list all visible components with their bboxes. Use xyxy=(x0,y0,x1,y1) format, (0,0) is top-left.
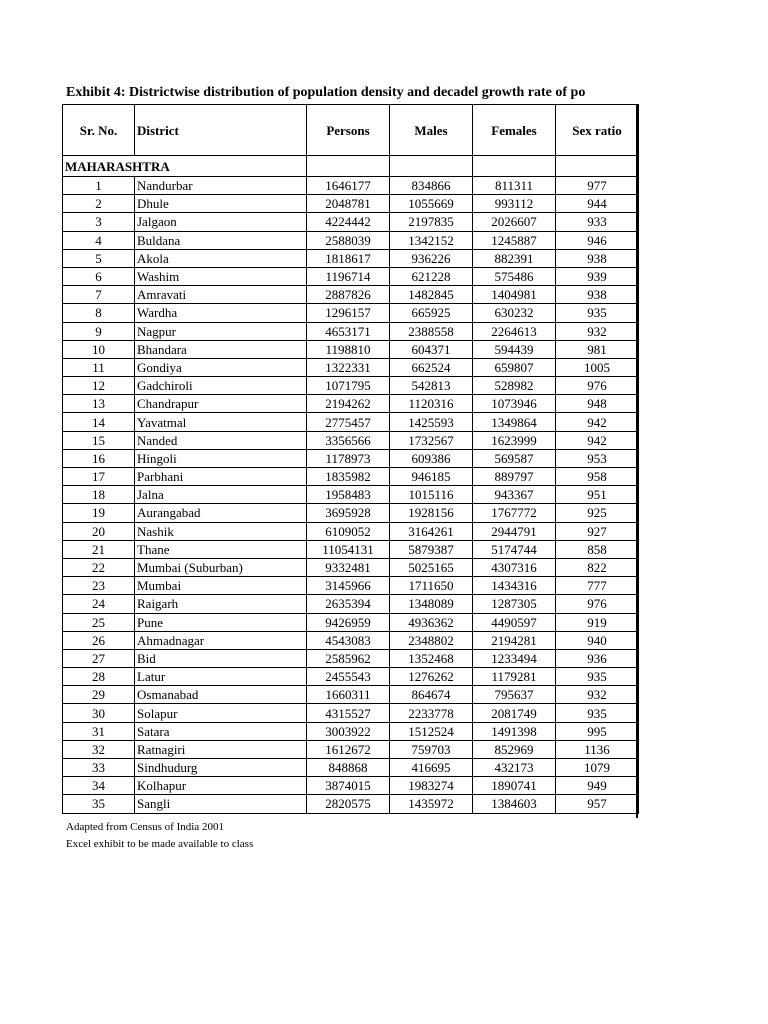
cell-district: Chandrapur xyxy=(135,395,307,413)
table-row xyxy=(63,195,639,213)
cell-males: 5879387 xyxy=(390,540,473,558)
cell-district: Bhandara xyxy=(135,340,307,358)
table-row xyxy=(63,358,639,376)
cell-persons: 1178973 xyxy=(307,449,390,467)
cell-females: 5174744 xyxy=(473,540,556,558)
header-males: Males xyxy=(390,105,473,156)
cell-district: Ahmadnagar xyxy=(135,631,307,649)
cell-sex-ratio: 822 xyxy=(556,558,639,576)
header-district: District xyxy=(135,105,307,156)
cell-females: 569587 xyxy=(473,449,556,467)
cell-district: Gondiya xyxy=(135,358,307,376)
cell-sex-ratio: 777 xyxy=(556,577,639,595)
cell-males: 946185 xyxy=(390,468,473,486)
cell-srno: 31 xyxy=(63,722,135,740)
cell-females: 889797 xyxy=(473,468,556,486)
table-row xyxy=(63,722,639,740)
cell-males: 2388558 xyxy=(390,322,473,340)
cell-males: 1352468 xyxy=(390,649,473,667)
cell-males: 3164261 xyxy=(390,522,473,540)
cell-srno: 15 xyxy=(63,431,135,449)
cell-males: 1732567 xyxy=(390,431,473,449)
cell-persons: 1646177 xyxy=(307,177,390,195)
cell-persons: 1071795 xyxy=(307,377,390,395)
cell-district: Raigarh xyxy=(135,595,307,613)
cell-sex-ratio: 977 xyxy=(556,177,639,195)
exhibit-title: Exhibit 4: Districtwise distribution of population density and decadel growth rate of po xyxy=(66,85,586,100)
cell-srno: 32 xyxy=(63,740,135,758)
cell-females: 811311 xyxy=(473,177,556,195)
cell-sex-ratio: 933 xyxy=(556,213,639,231)
cell-srno: 27 xyxy=(63,649,135,667)
state-row xyxy=(63,156,639,177)
cell-persons: 3003922 xyxy=(307,722,390,740)
cell-males: 936226 xyxy=(390,249,473,267)
cell-males: 1425593 xyxy=(390,413,473,431)
cell-females: 1404981 xyxy=(473,286,556,304)
cell-persons: 1818617 xyxy=(307,249,390,267)
footnote-source: Adapted from Census of India 2001 xyxy=(66,821,224,833)
cell-females: 1233494 xyxy=(473,649,556,667)
cell-district: Mumbai (Suburban) xyxy=(135,558,307,576)
cell-srno: 26 xyxy=(63,631,135,649)
cell-males: 1512524 xyxy=(390,722,473,740)
table-row xyxy=(63,759,639,777)
cell-persons: 6109052 xyxy=(307,522,390,540)
cell-sex-ratio: 976 xyxy=(556,595,639,613)
cell-sex-ratio: 951 xyxy=(556,486,639,504)
cell-females: 528982 xyxy=(473,377,556,395)
cell-district: Wardha xyxy=(135,304,307,322)
cell-sex-ratio: 938 xyxy=(556,249,639,267)
table-right-border xyxy=(636,104,638,818)
table-row xyxy=(63,449,639,467)
cell-males: 4936362 xyxy=(390,613,473,631)
cell-persons: 4315527 xyxy=(307,704,390,722)
cell-persons: 1835982 xyxy=(307,468,390,486)
cell-females: 4307316 xyxy=(473,558,556,576)
cell-srno: 2 xyxy=(63,195,135,213)
cell-males: 1276262 xyxy=(390,668,473,686)
header-srno: Sr. No. xyxy=(63,105,135,156)
cell-males: 1120316 xyxy=(390,395,473,413)
cell-females: 2264613 xyxy=(473,322,556,340)
cell-district: Jalgaon xyxy=(135,213,307,231)
table-row xyxy=(63,704,639,722)
cell-district: Nagpur xyxy=(135,322,307,340)
cell-females: 1623999 xyxy=(473,431,556,449)
cell-persons: 3356566 xyxy=(307,431,390,449)
cell-srno: 23 xyxy=(63,577,135,595)
table-row xyxy=(63,486,639,504)
cell-persons: 2588039 xyxy=(307,231,390,249)
cell-district: Satara xyxy=(135,722,307,740)
cell-district: Ratnagiri xyxy=(135,740,307,758)
cell-persons: 3695928 xyxy=(307,504,390,522)
cell-sex-ratio: 1005 xyxy=(556,358,639,376)
cell-females: 575486 xyxy=(473,267,556,285)
cell-females: 432173 xyxy=(473,759,556,777)
cell-females: 1434316 xyxy=(473,577,556,595)
cell-persons: 2635394 xyxy=(307,595,390,613)
cell-males: 2348802 xyxy=(390,631,473,649)
cell-females: 1245887 xyxy=(473,231,556,249)
table-row xyxy=(63,213,639,231)
cell-persons: 2048781 xyxy=(307,195,390,213)
cell-district: Aurangabad xyxy=(135,504,307,522)
cell-sex-ratio: 919 xyxy=(556,613,639,631)
footnote-excel: Excel exhibit to be made available to class xyxy=(66,838,254,850)
cell-females: 659807 xyxy=(473,358,556,376)
cell-sex-ratio: 936 xyxy=(556,649,639,667)
cell-females: 1890741 xyxy=(473,777,556,795)
cell-females: 1179281 xyxy=(473,668,556,686)
cell-persons: 2455543 xyxy=(307,668,390,686)
cell-persons: 2194262 xyxy=(307,395,390,413)
cell-sex-ratio: 935 xyxy=(556,704,639,722)
cell-males: 1711650 xyxy=(390,577,473,595)
cell-srno: 33 xyxy=(63,759,135,777)
cell-srno: 10 xyxy=(63,340,135,358)
table-row xyxy=(63,686,639,704)
cell-sex-ratio: 948 xyxy=(556,395,639,413)
table-row xyxy=(63,504,639,522)
cell-persons: 4543083 xyxy=(307,631,390,649)
cell-srno: 17 xyxy=(63,468,135,486)
cell-srno: 8 xyxy=(63,304,135,322)
cell-males: 662524 xyxy=(390,358,473,376)
cell-district: Thane xyxy=(135,540,307,558)
cell-srno: 18 xyxy=(63,486,135,504)
cell-females: 2026607 xyxy=(473,213,556,231)
cell-srno: 13 xyxy=(63,395,135,413)
header-females: Females xyxy=(473,105,556,156)
cell-district: Nanded xyxy=(135,431,307,449)
cell-females: 1384603 xyxy=(473,795,556,813)
cell-males: 542813 xyxy=(390,377,473,395)
cell-sex-ratio: 927 xyxy=(556,522,639,540)
cell-srno: 1 xyxy=(63,177,135,195)
cell-persons: 2820575 xyxy=(307,795,390,813)
cell-males: 1983274 xyxy=(390,777,473,795)
cell-srno: 4 xyxy=(63,231,135,249)
cell-persons: 2775457 xyxy=(307,413,390,431)
cell-females: 2194281 xyxy=(473,631,556,649)
table-row xyxy=(63,286,639,304)
cell-females: 1767772 xyxy=(473,504,556,522)
cell-persons: 11054131 xyxy=(307,540,390,558)
table-row xyxy=(63,431,639,449)
table-row xyxy=(63,231,639,249)
cell-females: 852969 xyxy=(473,740,556,758)
cell-district: Hingoli xyxy=(135,449,307,467)
cell-srno: 9 xyxy=(63,322,135,340)
cell-sex-ratio: 976 xyxy=(556,377,639,395)
cell-sex-ratio: 940 xyxy=(556,631,639,649)
cell-males: 604371 xyxy=(390,340,473,358)
cell-district: Pune xyxy=(135,613,307,631)
cell-sex-ratio: 932 xyxy=(556,686,639,704)
cell-district: Dhule xyxy=(135,195,307,213)
cell-sex-ratio: 858 xyxy=(556,540,639,558)
cell-district: Sindhudurg xyxy=(135,759,307,777)
cell-persons: 1198810 xyxy=(307,340,390,358)
cell-males: 5025165 xyxy=(390,558,473,576)
cell-persons: 1612672 xyxy=(307,740,390,758)
cell-males: 1348089 xyxy=(390,595,473,613)
cell-sex-ratio: 942 xyxy=(556,413,639,431)
cell-srno: 29 xyxy=(63,686,135,704)
cell-females: 2944791 xyxy=(473,522,556,540)
cell-district: Kolhapur xyxy=(135,777,307,795)
cell-district: Latur xyxy=(135,668,307,686)
cell-district: Nashik xyxy=(135,522,307,540)
table-row xyxy=(63,577,639,595)
cell-persons: 2585962 xyxy=(307,649,390,667)
cell-persons: 1196714 xyxy=(307,267,390,285)
cell-males: 1435972 xyxy=(390,795,473,813)
cell-females: 1349864 xyxy=(473,413,556,431)
cell-persons: 9332481 xyxy=(307,558,390,576)
cell-srno: 25 xyxy=(63,613,135,631)
cell-district: Sangli xyxy=(135,795,307,813)
cell-district: Yavatmal xyxy=(135,413,307,431)
table-row xyxy=(63,395,639,413)
cell-males: 834866 xyxy=(390,177,473,195)
header-row xyxy=(63,105,639,156)
cell-sex-ratio: 958 xyxy=(556,468,639,486)
state-name: MAHARASHTRA xyxy=(63,156,307,177)
cell-persons: 1322331 xyxy=(307,358,390,376)
table-row xyxy=(63,595,639,613)
cell-males: 759703 xyxy=(390,740,473,758)
cell-srno: 34 xyxy=(63,777,135,795)
cell-females: 1073946 xyxy=(473,395,556,413)
cell-persons: 9426959 xyxy=(307,613,390,631)
table-row xyxy=(63,177,639,195)
cell-females: 594439 xyxy=(473,340,556,358)
cell-females: 882391 xyxy=(473,249,556,267)
cell-district: Parbhani xyxy=(135,468,307,486)
table-row xyxy=(63,413,639,431)
table-row xyxy=(63,649,639,667)
table-row xyxy=(63,668,639,686)
table-row xyxy=(63,613,639,631)
cell-males: 1482845 xyxy=(390,286,473,304)
table-row xyxy=(63,249,639,267)
cell-district: Jalna xyxy=(135,486,307,504)
cell-district: Washim xyxy=(135,267,307,285)
cell-sex-ratio: 932 xyxy=(556,322,639,340)
cell-persons: 3874015 xyxy=(307,777,390,795)
cell-males: 864674 xyxy=(390,686,473,704)
table-row xyxy=(63,267,639,285)
cell-sex-ratio: 1079 xyxy=(556,759,639,777)
cell-district: Amravati xyxy=(135,286,307,304)
cell-srno: 21 xyxy=(63,540,135,558)
cell-srno: 3 xyxy=(63,213,135,231)
cell-persons: 1660311 xyxy=(307,686,390,704)
cell-sex-ratio: 925 xyxy=(556,504,639,522)
cell-srno: 20 xyxy=(63,522,135,540)
cell-males: 609386 xyxy=(390,449,473,467)
cell-srno: 16 xyxy=(63,449,135,467)
cell-srno: 19 xyxy=(63,504,135,522)
table-row xyxy=(63,740,639,758)
cell-sex-ratio: 949 xyxy=(556,777,639,795)
cell-persons: 1296157 xyxy=(307,304,390,322)
cell-sex-ratio: 942 xyxy=(556,431,639,449)
cell-males: 621228 xyxy=(390,267,473,285)
cell-males: 1928156 xyxy=(390,504,473,522)
cell-district: Osmanabad xyxy=(135,686,307,704)
cell-persons: 1958483 xyxy=(307,486,390,504)
cell-sex-ratio: 953 xyxy=(556,449,639,467)
cell-males: 1055669 xyxy=(390,195,473,213)
table-row xyxy=(63,322,639,340)
cell-sex-ratio: 995 xyxy=(556,722,639,740)
cell-persons: 848868 xyxy=(307,759,390,777)
table-row xyxy=(63,558,639,576)
cell-females: 993112 xyxy=(473,195,556,213)
cell-srno: 30 xyxy=(63,704,135,722)
cell-district: Bid xyxy=(135,649,307,667)
cell-females: 2081749 xyxy=(473,704,556,722)
cell-females: 943367 xyxy=(473,486,556,504)
cell-sex-ratio: 957 xyxy=(556,795,639,813)
cell-district: Nandurbar xyxy=(135,177,307,195)
cell-persons: 2887826 xyxy=(307,286,390,304)
cell-sex-ratio: 938 xyxy=(556,286,639,304)
cell-srno: 11 xyxy=(63,358,135,376)
cell-females: 4490597 xyxy=(473,613,556,631)
cell-males: 665925 xyxy=(390,304,473,322)
cell-srno: 22 xyxy=(63,558,135,576)
cell-persons: 4224442 xyxy=(307,213,390,231)
cell-district: Akola xyxy=(135,249,307,267)
cell-males: 2233778 xyxy=(390,704,473,722)
cell-district: Buldana xyxy=(135,231,307,249)
table-row xyxy=(63,377,639,395)
header-sex-ratio: Sex ratio xyxy=(556,105,639,156)
cell-sex-ratio: 939 xyxy=(556,267,639,285)
cell-srno: 28 xyxy=(63,668,135,686)
cell-males: 1342152 xyxy=(390,231,473,249)
cell-males: 416695 xyxy=(390,759,473,777)
cell-females: 630232 xyxy=(473,304,556,322)
cell-srno: 35 xyxy=(63,795,135,813)
cell-sex-ratio: 981 xyxy=(556,340,639,358)
cell-district: Solapur xyxy=(135,704,307,722)
table-row xyxy=(63,631,639,649)
table-row xyxy=(63,340,639,358)
cell-males: 2197835 xyxy=(390,213,473,231)
population-table xyxy=(62,104,639,814)
cell-sex-ratio: 946 xyxy=(556,231,639,249)
cell-females: 1491398 xyxy=(473,722,556,740)
cell-sex-ratio: 935 xyxy=(556,668,639,686)
table-row xyxy=(63,468,639,486)
cell-srno: 5 xyxy=(63,249,135,267)
cell-persons: 4653171 xyxy=(307,322,390,340)
table-row xyxy=(63,777,639,795)
cell-sex-ratio: 935 xyxy=(556,304,639,322)
cell-district: Mumbai xyxy=(135,577,307,595)
cell-sex-ratio: 1136 xyxy=(556,740,639,758)
cell-persons: 3145966 xyxy=(307,577,390,595)
cell-sex-ratio: 944 xyxy=(556,195,639,213)
table-row xyxy=(63,795,639,813)
cell-females: 795637 xyxy=(473,686,556,704)
cell-srno: 12 xyxy=(63,377,135,395)
cell-srno: 14 xyxy=(63,413,135,431)
table-row xyxy=(63,304,639,322)
header-persons: Persons xyxy=(307,105,390,156)
cell-district: Gadchiroli xyxy=(135,377,307,395)
table-row xyxy=(63,522,639,540)
cell-srno: 6 xyxy=(63,267,135,285)
cell-males: 1015116 xyxy=(390,486,473,504)
cell-srno: 24 xyxy=(63,595,135,613)
table-row xyxy=(63,540,639,558)
cell-srno: 7 xyxy=(63,286,135,304)
cell-females: 1287305 xyxy=(473,595,556,613)
